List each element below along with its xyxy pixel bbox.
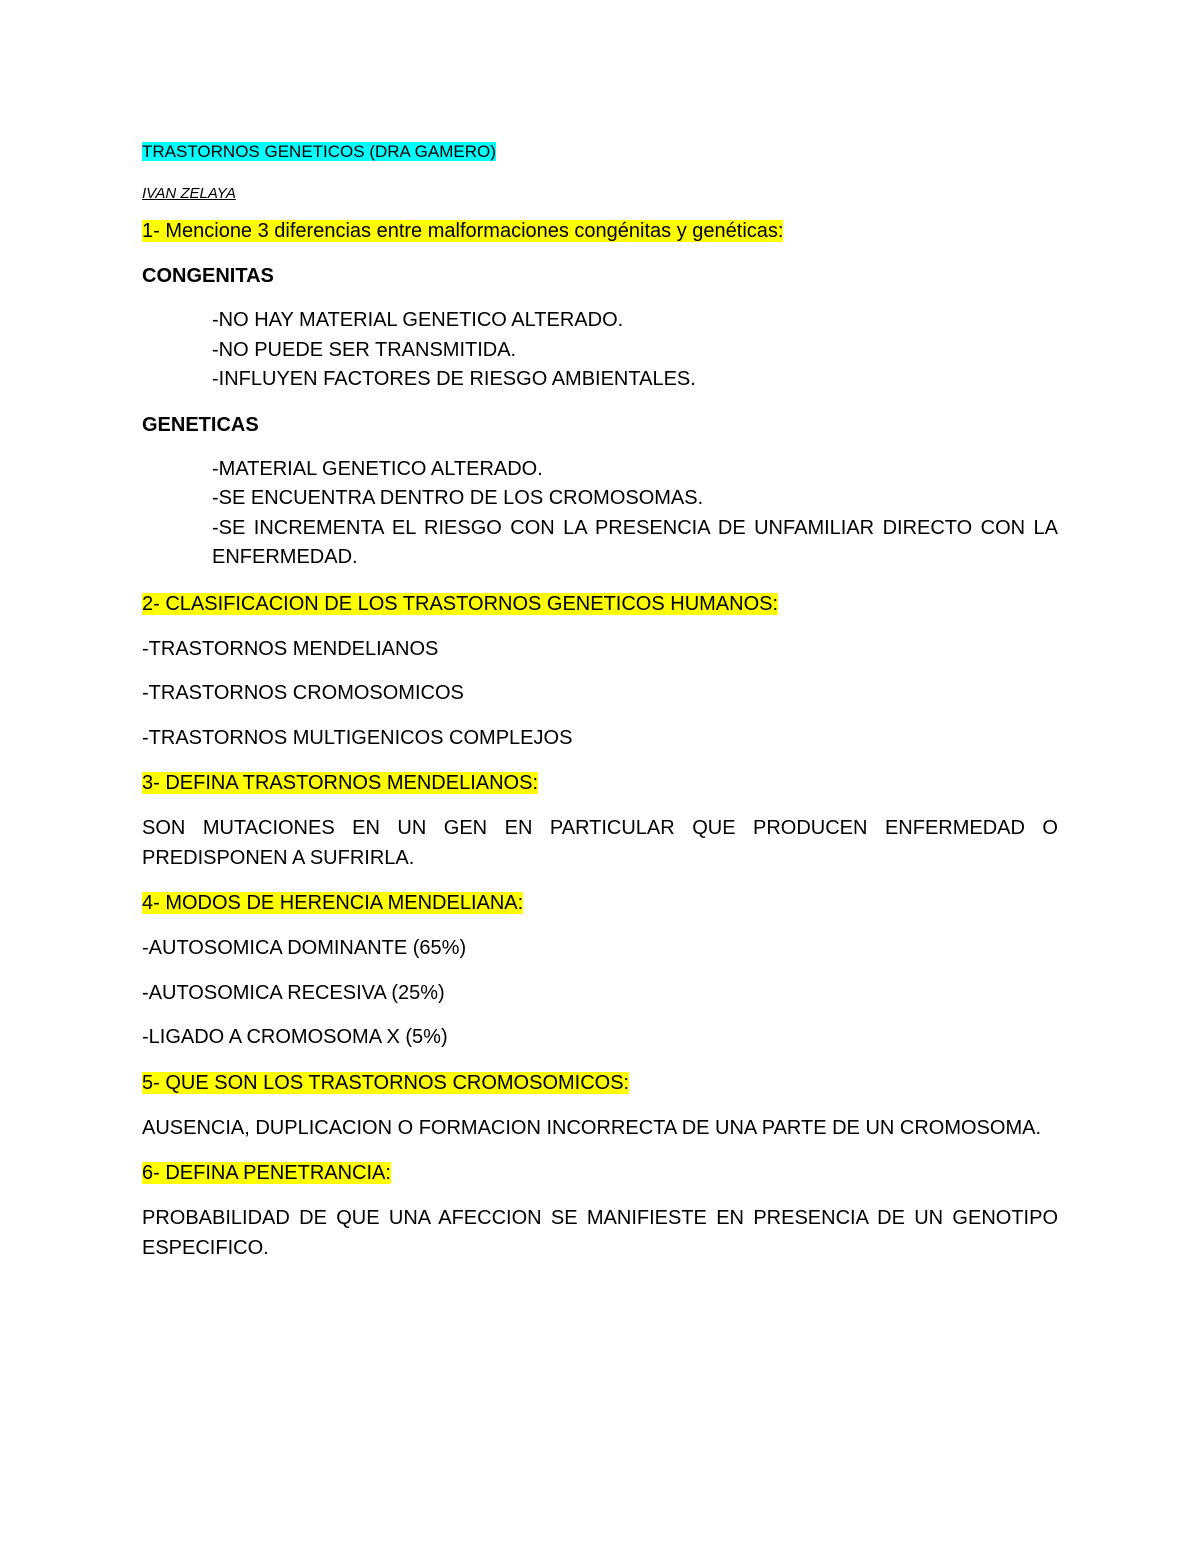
answer-6: PROBABILIDAD DE QUE UNA AFECCION SE MANIFIESTE EN PRESENCIA DE UN GENOTIPO ESPECIFICO.: [142, 1207, 1058, 1259]
document-title: TRASTORNOS GENETICOS (DRA GAMERO): [142, 142, 496, 161]
list-item: -AUTOSOMICA DOMINANTE (65%): [142, 937, 467, 959]
list-item: -INFLUYEN FACTORES DE RIESGO AMBIENTALES.: [212, 368, 696, 390]
list-item: -NO HAY MATERIAL GENETICO ALTERADO.: [212, 309, 624, 331]
list-item: -TRASTORNOS MENDELIANOS: [142, 637, 439, 660]
answer-3: SON MUTACIONES EN UN GEN EN PARTICULAR QUE PRODUCEN ENFERMEDAD O PREDISPONEN A SUFRIRLA.: [142, 817, 1058, 869]
list-item: -AUTOSOMICA RECESIVA (25%): [142, 981, 445, 1004]
list-item: -SE ENCUENTRA DENTRO DE LOS CROMOSOMAS.: [212, 487, 704, 509]
list-item: -NO PUEDE SER TRANSMITIDA.: [212, 338, 517, 361]
list-item: -MATERIAL GENETICO ALTERADO.: [212, 457, 543, 480]
geneticas-list: [212, 455, 1058, 573]
question-3: 3- DEFINA TRASTORNOS MENDELIANOS:: [142, 772, 539, 794]
question-6: 6- DEFINA PENETRANCIA:: [142, 1162, 391, 1184]
question-1: 1- Mencione 3 diferencias entre malformaciones congénitas y genéticas:: [142, 220, 784, 242]
heading-geneticas: GENETICAS: [142, 413, 259, 436]
author-name: IVAN ZELAYA: [142, 185, 236, 202]
answer-5: AUSENCIA, DUPLICACION O FORMACION INCORRECTA DE UNA PARTE DE UN CROMOSOMA.: [142, 1116, 1041, 1139]
list-item: -SE INCREMENTA EL RIESGO CON LA PRESENCIA DE UNFAMILIAR DIRECTO CON LA ENFERMEDAD.: [212, 516, 1058, 568]
list-item: -LIGADO A CROMOSOMA X (5%): [142, 1026, 448, 1048]
question-2: 2- CLASIFICACION DE LOS TRASTORNOS GENETICOS HUMANOS:: [142, 592, 779, 615]
question-5: 5- QUE SON LOS TRASTORNOS CROMOSOMICOS:: [142, 1071, 630, 1094]
list-item: -TRASTORNOS MULTIGENICOS COMPLEJOS: [142, 726, 573, 749]
heading-congenitas: CONGENITAS: [142, 265, 274, 287]
document-page: [142, 140, 1058, 1278]
list-item: -TRASTORNOS CROMOSOMICOS: [142, 682, 464, 704]
congenitas-list: [212, 306, 1058, 395]
question-4: 4- MODOS DE HERENCIA MENDELIANA:: [142, 892, 524, 914]
